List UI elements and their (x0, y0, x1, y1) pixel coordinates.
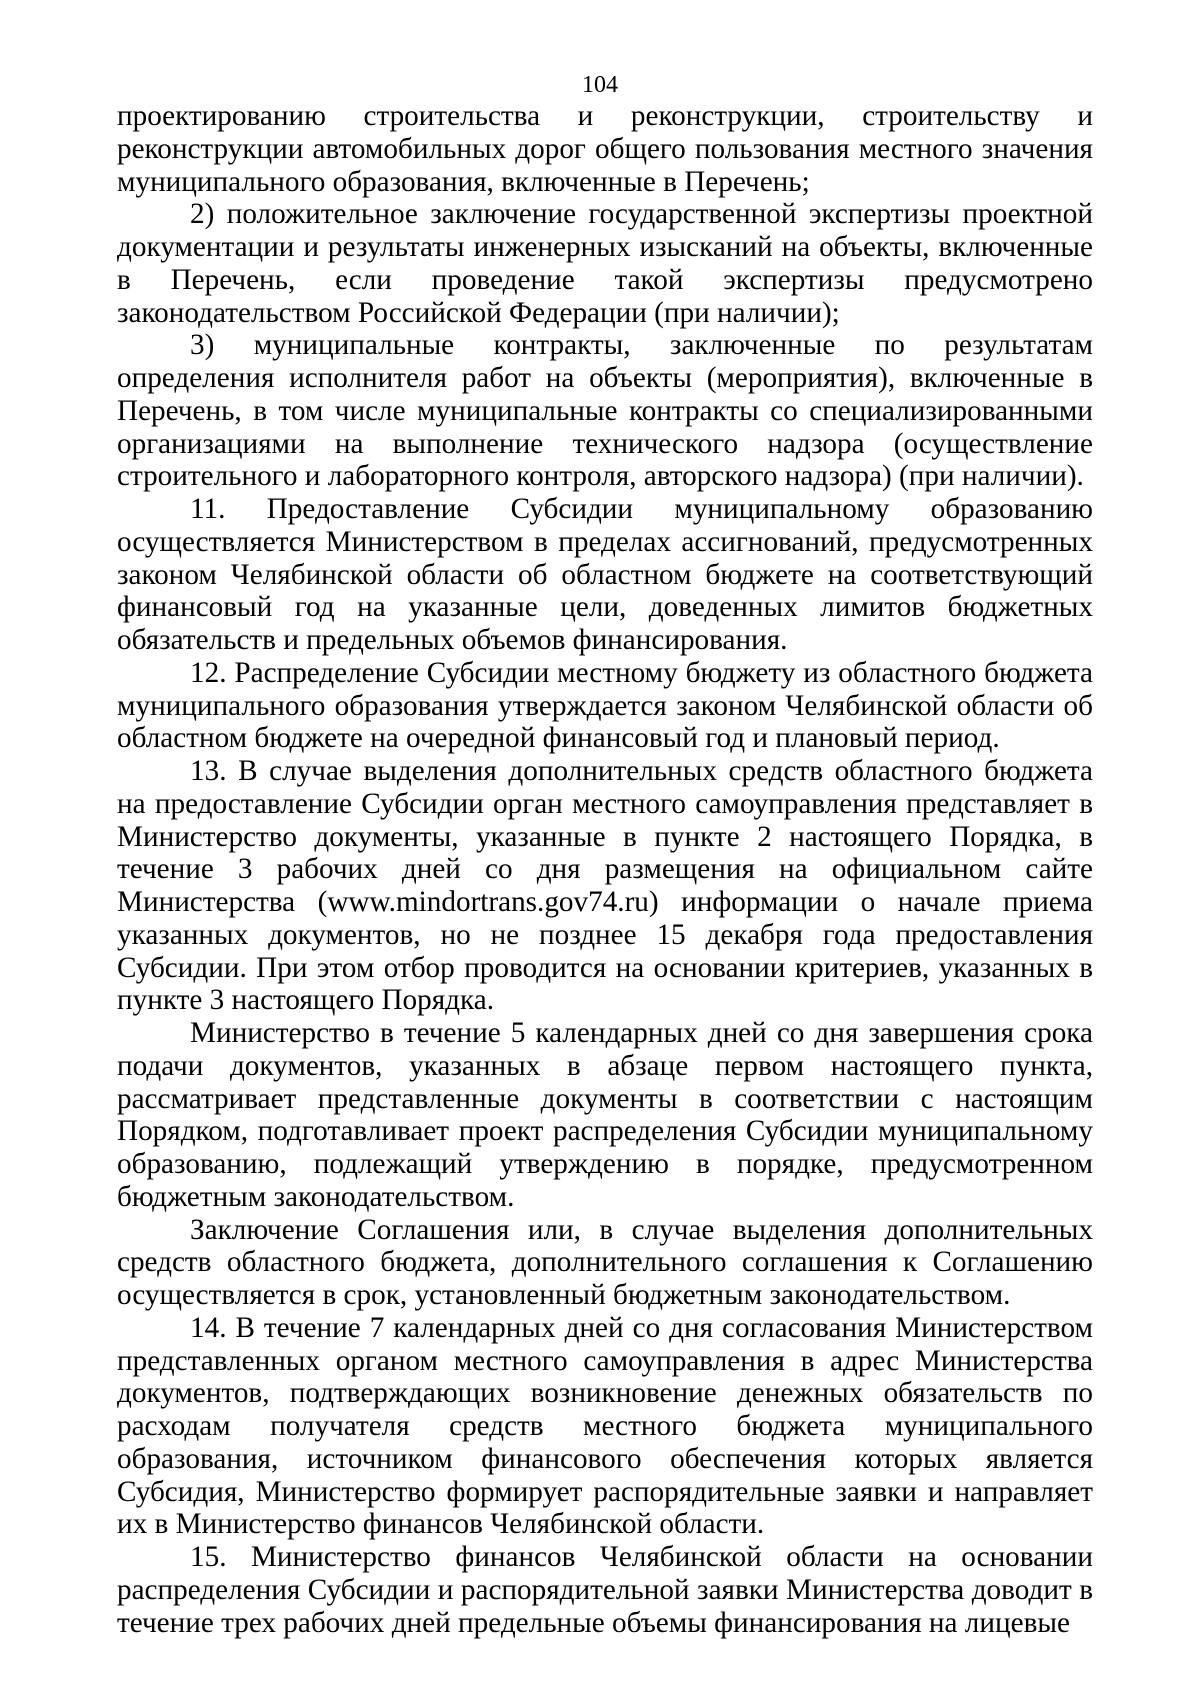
paragraph-15: 15. Министерство финансов Челябинской области на основании распределения Субсидии и распорядительной заявки Министерства доводит в течение трех рабочих дней предельные объемы финансирования на лицевые (117, 1541, 1093, 1639)
paragraph-12: 12. Распределение Субсидии местному бюджету из областного бюджета муниципального образования утверждается законом Челябинской области об областном бюджете на очередной финансовый год и плановый период. (117, 656, 1093, 755)
paragraph-14: 14. В течение 7 календарных дней со дня согласования Министерством представленных органом местного самоуправления в адрес Министерства документов, подтверждающих возникновение денежных обязательств по расходам получателя средств местного бюджета муниципального образования, источником финансового обеспечения которых является Субсидия, Министерство формирует распорядительные заявки и направляет их в Министерство финансов Челябинской области. (117, 1311, 1093, 1541)
page-number: 104 (582, 72, 618, 98)
paragraph-13: 13. В случае выделения дополнительных средств областного бюджета на предоставление Субсидии орган местного самоуправления представляет в Министерство документы, указанные в пункте 2 настоящего Порядка, в течение 3 рабочих дней со дня размещения на официальном сайте Министерства (www.mindortrans.gov74.ru) информации о начале приема указанных документов, но не позднее 15 декабря года предоставления Субсидии. При этом отбор проводится на основании критериев, указанных в пункте 3 настоящего Порядка. (117, 755, 1093, 1017)
paragraph-item-2: 2) положительное заключение государственной экспертизы проектной документации и результаты инженерных изысканий на объекты, включенные в Перечень, если проведение такой экспертизы предусмотрено законодательством Российской Федерации (при наличии); (117, 198, 1093, 329)
paragraph-11: 11. Предоставление Субсидии муниципальному образованию осуществляется Министерством в пределах ассигнований, предусмотренных законом Челябинской области об областном бюджете на соответствующий финансовый год на указанные цели, доведенных лимитов бюджетных обязательств и предельных объемов финансирования. (117, 493, 1093, 656)
paragraph-13-agreement: Заключение Соглашения или, в случае выделения дополнительных средств областного бюджета, дополнительного соглашения к Соглашению осуществляется в срок, установленный бюджетным законодательством. (117, 1213, 1093, 1311)
paragraph-item-3: 3) муниципальные контракты, заключенные по результатам определения исполнителя работ на объекты (мероприятия), включенные в Перечень, в том числе муниципальные контракты со специализированными организациями на выполнение технического надзора (осуществление строительного и лабораторного контроля, авторского надзора) (при наличии). (117, 329, 1093, 493)
document-body (117, 100, 1093, 1639)
paragraph-continuation: проектированию строительства и реконструкции, строительству и реконструкции автомобильных дорог общего пользования местного значения муниципального образования, включенные в Перечень; (117, 100, 1093, 198)
paragraph-13-ministry-review: Министерство в течение 5 календарных дней со дня завершения срока подачи документов, указанных в абзаце первом настоящего пункта, рассматривает представленные документы в соответствии с настоящим Порядком, подготавливает проект распределения Субсидии муниципальному образованию, подлежащий утверждению в порядке, предусмотренном бюджетным законодательством. (117, 1017, 1093, 1213)
